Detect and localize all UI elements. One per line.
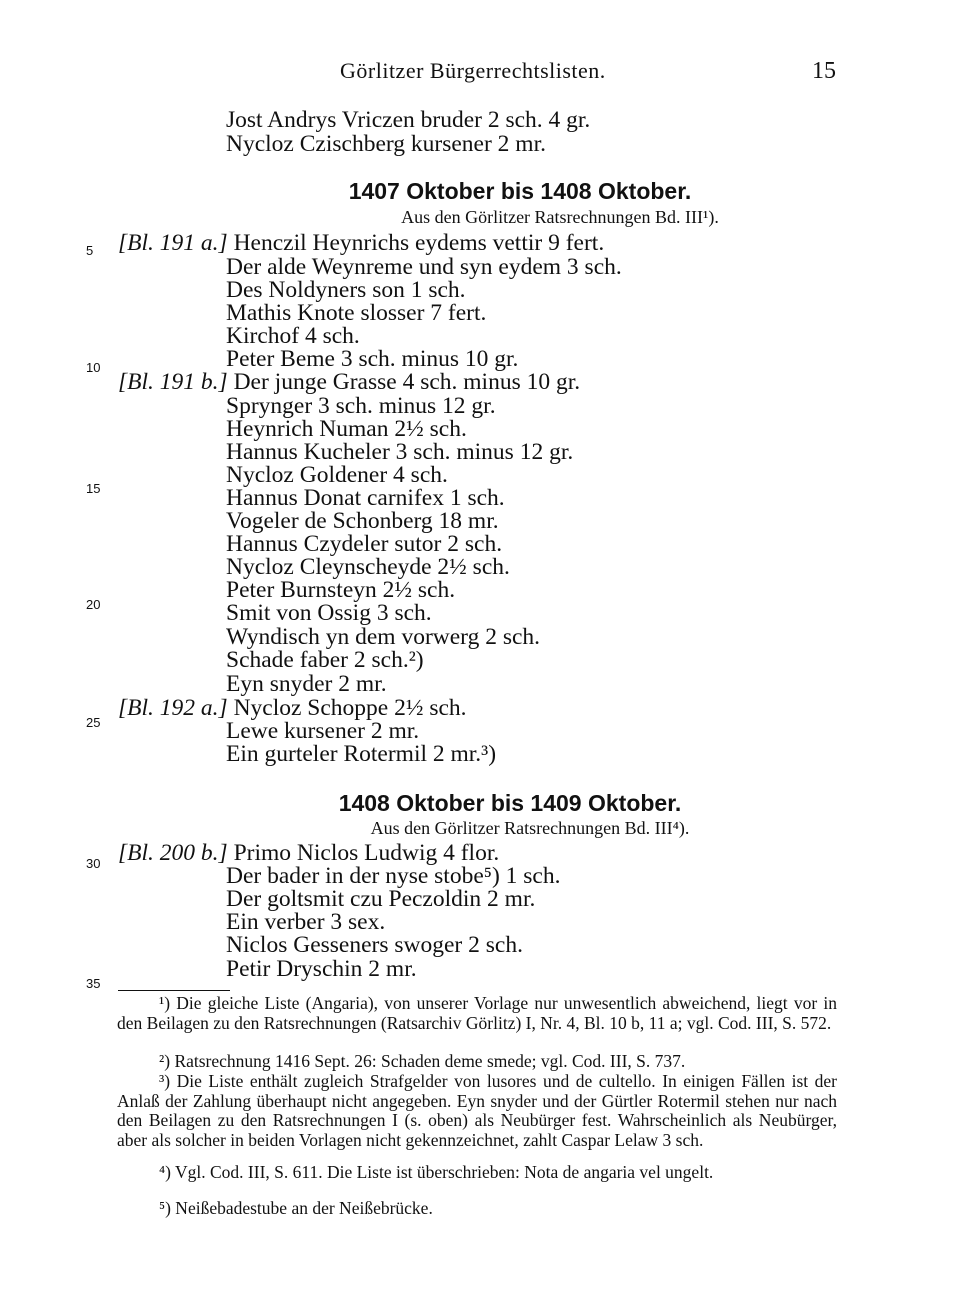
entry-line: Schade faber 2 sch.²) — [226, 647, 424, 673]
entry-text: Der junge Grasse 4 sch. minus 10 gr. — [233, 369, 581, 395]
entry-line: Nycloz Cleynscheyde 2½ sch. — [226, 554, 510, 580]
entry-line: Sprynger 3 sch. minus 12 gr. — [226, 393, 496, 419]
footnote: ²) Ratsrechnung 1416 Sept. 26: Schaden deme smede; vgl. Cod. III, S. 737. — [159, 1051, 686, 1071]
entry-line: Kirchof 4 sch. — [226, 323, 360, 349]
entry-line: Smit von Ossig 3 sch. — [226, 600, 432, 626]
entry-line: Nycloz Goldener 4 sch. — [226, 462, 448, 488]
entry-line: Niclos Gesseners swoger 2 sch. — [226, 932, 523, 958]
section-heading: 1408 Oktober bis 1409 Oktober. — [338, 790, 682, 816]
footnote-rule — [118, 990, 230, 991]
entry-line: Peter Burnsteyn 2½ sch. — [226, 577, 456, 603]
entry-line: Jost Andrys Vriczen bruder 2 sch. 4 gr. — [226, 107, 591, 133]
entry-line: Hannus Czydeler sutor 2 sch. — [226, 531, 503, 557]
line-number: 10 — [86, 360, 101, 375]
folio-marker: [Bl. 191 a.] — [118, 230, 228, 256]
line-number: 25 — [86, 715, 101, 730]
entry-line: Der bader in der nyse stobe⁵) 1 sch. — [226, 863, 561, 889]
entry-text: Henczil Heynrichs eydems vettir 9 fert. — [233, 230, 605, 256]
entry-line: Petir Dryschin 2 mr. — [226, 956, 417, 982]
folio-marker: [Bl. 191 b.] — [118, 369, 228, 395]
entry-line — [118, 369, 580, 395]
line-number: 5 — [86, 243, 94, 258]
entry-line: Wyndisch yn dem vorwerg 2 sch. — [226, 624, 541, 650]
running-title: Görlitzer Bürgerrechtslisten. — [340, 58, 606, 83]
line-number: 20 — [86, 597, 101, 612]
entry-line: Ein verber 3 sex. — [226, 909, 386, 935]
section-source: Aus den Görlitzer Ratsrechnungen Bd. III¹). — [401, 207, 719, 227]
footnote: ⁴) Vgl. Cod. III, S. 611. Die Liste ist überschrieben: Nota de angaria vel ungelt. — [159, 1162, 714, 1182]
entry-line: Ein gurteler Rotermil 2 mr.³) — [226, 741, 497, 767]
entry-line: Lewe kursener 2 mr. — [226, 718, 420, 744]
footnote: ¹) Die gleiche Liste (Angaria), von unserer Vorlage nur unwesentlich abweichend, liegt vor in den Beilagen zu den Ratsrechnungen (Ratsarchiv Görlitz) I, Nr. 4, Bl. 10 b, 11 a; vgl. Cod. III, S. 572. — [117, 993, 837, 1033]
footnote: ³) Die Liste enthält zugleich Strafgelder von lusores und de cultello. In einigen Fällen ist der Anlaß der Zahlung überhaupt nicht angegeben. Eyn snyder und der Gürtler Rotermil stehen nur nach den Beilagen zu den Ratsrechnungen I (s. oben) als Neubürger fest. Wahrscheinlich als Neubürger, aber als solcher in beiden Vorlagen nicht gekennzeichnet, zahlt Caspar Lelaw 3 sch. — [117, 1071, 837, 1150]
entry-text: Primo Niclos Ludwig 4 flor. — [233, 840, 500, 866]
section-source: Aus den Görlitzer Ratsrechnungen Bd. III⁴). — [370, 818, 690, 838]
line-number: 35 — [86, 976, 101, 991]
line-number: 30 — [86, 856, 101, 871]
entry-line: Peter Beme 3 sch. minus 10 gr. — [226, 346, 519, 372]
folio-marker: [Bl. 200 b.] — [118, 840, 228, 866]
running-header — [0, 58, 960, 88]
entry-line: Der goltsmit czu Peczoldin 2 mr. — [226, 886, 536, 912]
entry-line: Heynrich Numan 2½ sch. — [226, 416, 467, 442]
entry-line: Hannus Donat carnifex 1 sch. — [226, 485, 505, 511]
entry-line: Der alde Weynreme und syn eydem 3 sch. — [226, 254, 622, 280]
entry-line: Eyn snyder 2 mr. — [226, 671, 387, 697]
entry-line: Des Noldyners son 1 sch. — [226, 277, 466, 303]
footnote: ⁵) Neißebadestube an der Neißebrücke. — [159, 1198, 433, 1218]
entry-line: Nycloz Czischberg kursener 2 mr. — [226, 131, 546, 157]
entry-text: Nycloz Schoppe 2½ sch. — [233, 695, 467, 721]
page-number: 15 — [812, 58, 836, 84]
entry-line — [118, 230, 604, 256]
entry-line: Hannus Kucheler 3 sch. minus 12 gr. — [226, 439, 574, 465]
entry-line: Mathis Knote slosser 7 fert. — [226, 300, 487, 326]
line-number: 15 — [86, 481, 101, 496]
section-heading: 1407 Oktober bis 1408 Oktober. — [348, 178, 692, 204]
entry-line: Vogeler de Schonberg 18 mr. — [226, 508, 499, 534]
folio-marker: [Bl. 192 a.] — [118, 695, 228, 721]
